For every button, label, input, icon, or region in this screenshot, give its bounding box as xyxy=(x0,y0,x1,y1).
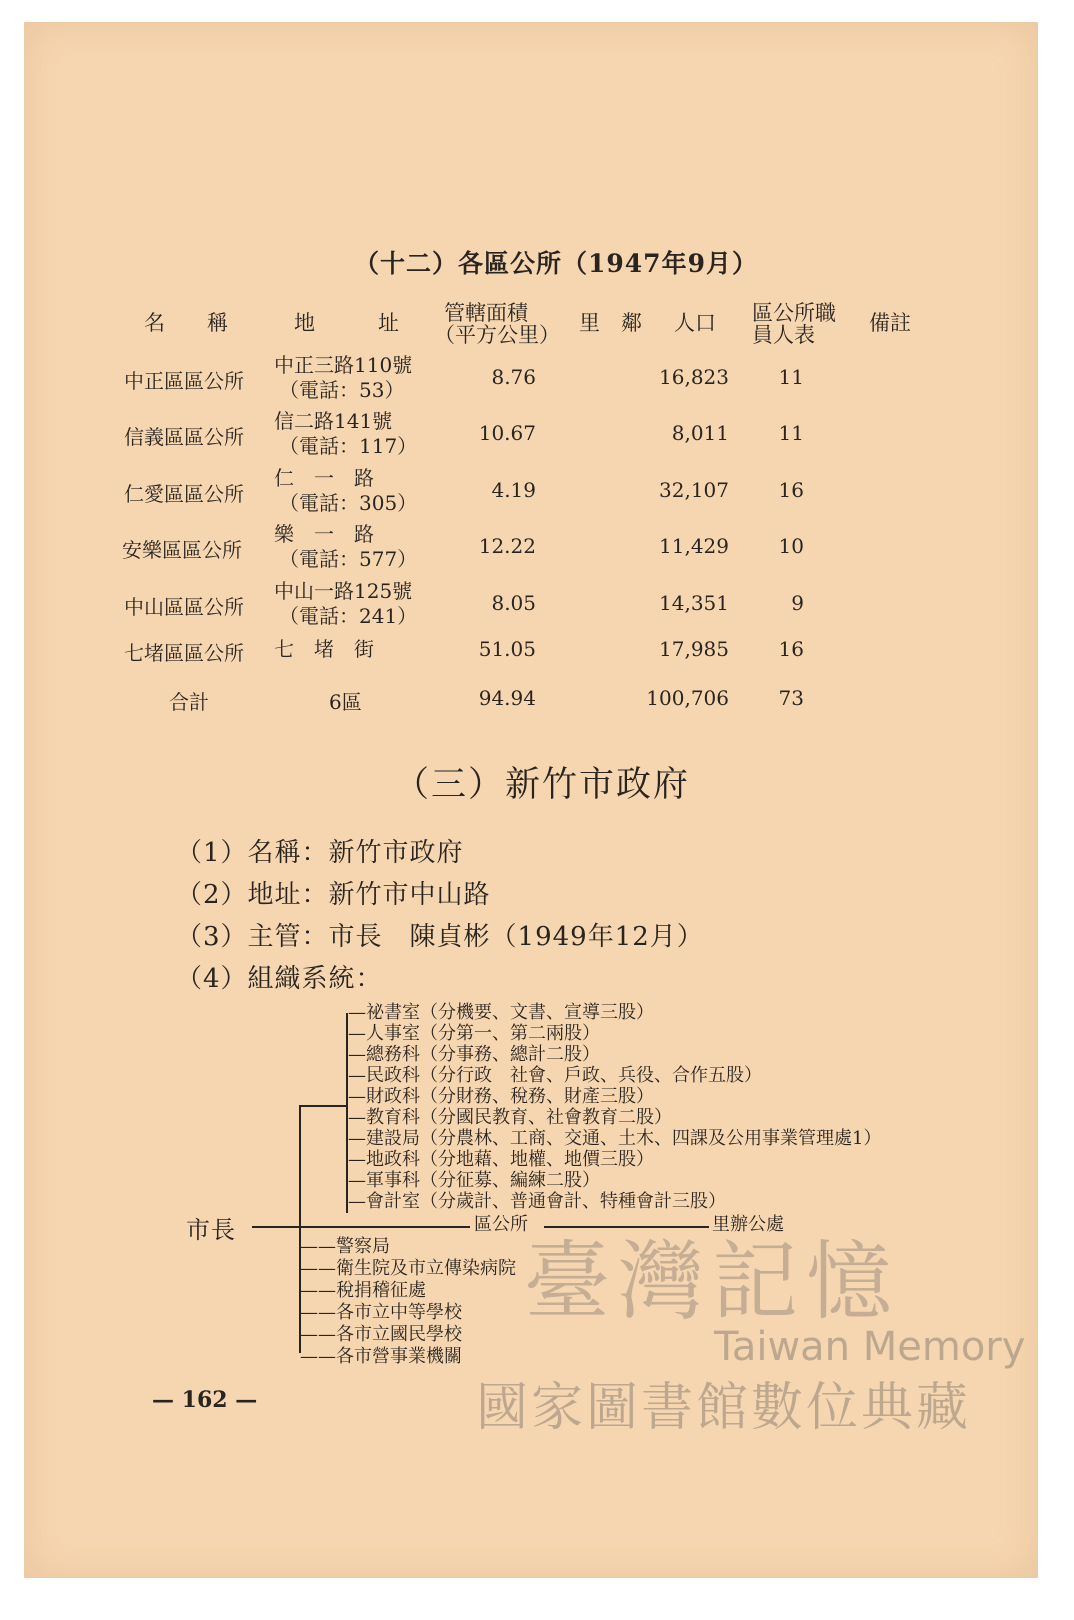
watermark-chinese: 臺灣記憶 xyxy=(524,1232,900,1332)
org-branch: —總務科（分事務、總計二股） xyxy=(348,1044,600,1065)
row-name: 仁愛區區公所 xyxy=(124,482,244,506)
row-address: 中山一路125號 xyxy=(274,579,413,603)
row-area: 10.67 xyxy=(478,421,536,445)
hsinchu-item-head: （3）主管：市長 陳貞彬（1949年12月） xyxy=(176,922,704,952)
row-address: 七 堵 街 xyxy=(274,637,374,661)
org-branch: —會計室（分歲計、普通會計、特種會計三股） xyxy=(348,1191,726,1212)
row-phone: （電話：305） xyxy=(279,491,418,515)
row-area: 4.19 xyxy=(491,478,536,502)
header-area-line1: 管轄面積 xyxy=(444,301,528,325)
header-address: 地 址 xyxy=(294,311,399,335)
header-staff-line1: 區公所職 xyxy=(752,301,836,325)
org-branch: —人事室（分第一、第二兩股） xyxy=(348,1023,600,1044)
org-root: 市長 xyxy=(186,1216,236,1244)
row-phone: （電話：53） xyxy=(279,378,405,402)
total-address: 6區 xyxy=(329,690,362,714)
row-population: 8,011 xyxy=(671,421,729,445)
row-name: 七堵區區公所 xyxy=(124,641,244,665)
row-staff: 11 xyxy=(778,365,804,389)
total-staff: 73 xyxy=(778,686,804,710)
total-population: 100,706 xyxy=(646,686,729,710)
org-branch: —地政科（分地藉、地權、地價三股） xyxy=(348,1149,654,1170)
hsinchu-title: （三）新竹市政府 xyxy=(394,765,691,805)
row-staff: 11 xyxy=(778,421,804,445)
row-area: 51.05 xyxy=(478,637,536,661)
org-district-office: 區公所 xyxy=(474,1214,528,1235)
hsinchu-item-org: （4）組織系統： xyxy=(176,964,383,994)
row-phone: （電話：577） xyxy=(279,547,418,571)
row-area: 8.76 xyxy=(491,365,536,389)
header-village: 里 鄰 xyxy=(579,311,642,335)
row-address: 信二路141號 xyxy=(274,409,393,433)
watermark-library: 國家圖書館數位典藏 xyxy=(476,1378,972,1438)
watermark-english: Taiwan Memory xyxy=(714,1324,1026,1370)
row-name: 信義區區公所 xyxy=(124,425,244,449)
org-middle-line-a xyxy=(300,1226,470,1228)
total-area: 94.94 xyxy=(478,686,536,710)
header-area-line2: （平方公里） xyxy=(434,323,560,347)
org-lower-branch: ——警察局 xyxy=(300,1236,390,1257)
row-staff: 10 xyxy=(778,534,804,558)
row-population: 32,107 xyxy=(659,478,729,502)
org-branch: —財政科（分財務、稅務、財產三股） xyxy=(348,1086,654,1107)
org-village-office: 里辦公處 xyxy=(712,1214,784,1235)
org-lower-branch: ——各市立國民學校 xyxy=(300,1324,462,1345)
header-population: 人口 xyxy=(674,311,716,335)
row-population: 14,351 xyxy=(659,591,729,615)
org-root-line xyxy=(252,1226,300,1228)
header-staff-line2: 員人表 xyxy=(752,323,815,347)
hsinchu-item-address: （2）地址：新竹市中山路 xyxy=(176,880,491,910)
row-address: 中正三路110號 xyxy=(274,353,413,377)
org-branch: —祕書室（分機要、文書、宣導三股） xyxy=(348,1002,654,1023)
row-staff: 16 xyxy=(778,637,804,661)
row-address: 仁 一 路 xyxy=(274,466,374,490)
org-branch: —教育科（分國民教育、社會教育二股） xyxy=(348,1107,672,1128)
row-population: 11,429 xyxy=(659,534,729,558)
row-name: 中正區區公所 xyxy=(124,369,244,393)
row-area: 12.22 xyxy=(478,534,536,558)
scanned-page xyxy=(24,22,1038,1578)
header-name: 名 稱 xyxy=(144,311,228,335)
row-phone: （電話：241） xyxy=(279,604,418,628)
org-upper-connector xyxy=(299,1105,347,1107)
org-lower-branch: ——稅捐稽征處 xyxy=(300,1280,426,1301)
header-remarks: 備註 xyxy=(869,311,911,335)
total-label: 合計 xyxy=(169,690,209,714)
org-lower-branch: ——各市營事業機關 xyxy=(300,1346,462,1367)
row-staff: 9 xyxy=(791,591,804,615)
row-phone: （電話：117） xyxy=(279,434,418,458)
org-branch: —民政科（分行政 社會、戶政、兵役、合作五股） xyxy=(348,1065,762,1086)
org-branch: —軍事科（分征募、編練二股） xyxy=(348,1170,600,1191)
row-address: 樂 一 路 xyxy=(274,522,374,546)
hsinchu-item-name: （1）名稱：新竹市政府 xyxy=(176,838,464,868)
org-lower-branch: ——衛生院及市立傳染病院 xyxy=(300,1258,516,1279)
org-branch: —建設局（分農林、工商、交通、土木、四課及公用事業管理處1） xyxy=(348,1128,882,1149)
row-population: 17,985 xyxy=(659,637,729,661)
row-name: 安樂區區公所 xyxy=(122,538,242,562)
row-population: 16,823 xyxy=(659,365,729,389)
row-name: 中山區區公所 xyxy=(124,595,244,619)
page-number: — 162 — xyxy=(152,1387,258,1413)
org-lower-branch: ——各市立中等學校 xyxy=(300,1302,462,1323)
district-table-title: （十二）各區公所（1947年9月） xyxy=(354,249,758,278)
row-staff: 16 xyxy=(778,478,804,502)
row-area: 8.05 xyxy=(491,591,536,615)
